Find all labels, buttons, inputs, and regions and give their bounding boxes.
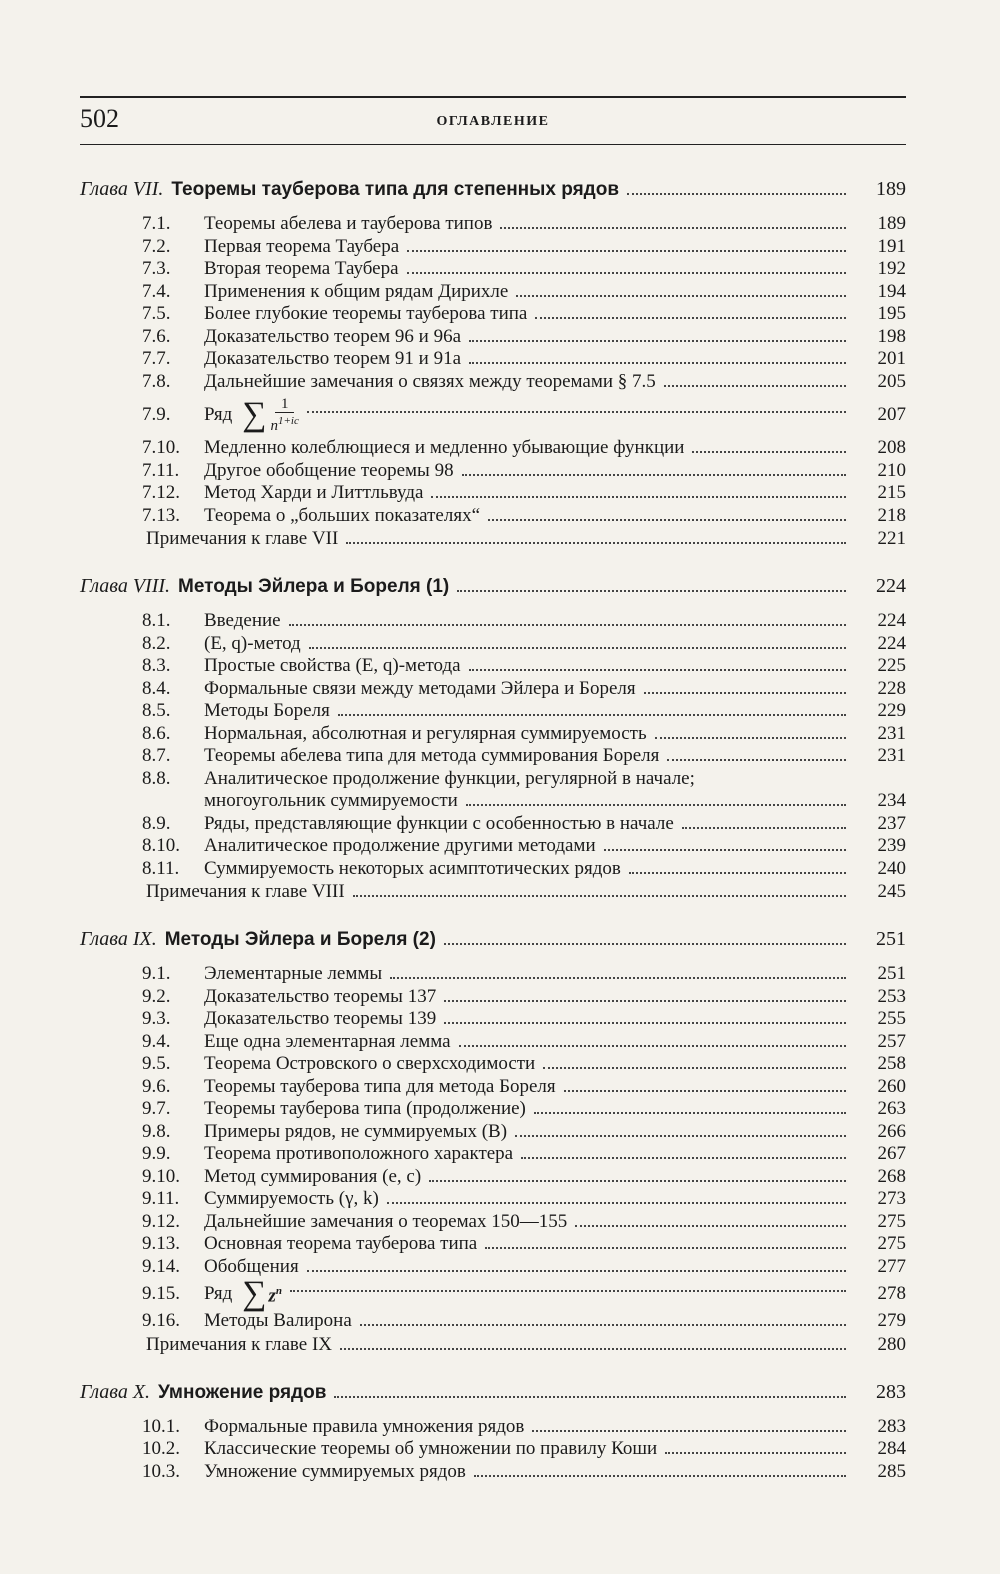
section-title: Умножение суммируемых рядов xyxy=(204,1460,466,1482)
leader-dots xyxy=(629,872,846,874)
section-entry[interactable] xyxy=(80,678,906,701)
section-entry[interactable] xyxy=(80,460,906,483)
section-number: 9.5. xyxy=(142,1053,171,1074)
leader-dots xyxy=(444,1000,846,1002)
section-page: 237 xyxy=(877,812,906,834)
chapter-page: 224 xyxy=(876,575,906,597)
section-title: Формальные правила умножения рядов xyxy=(204,1415,525,1437)
section-title: Классические теоремы об умножении по правилу Коши xyxy=(204,1438,658,1459)
section-number: 7.5. xyxy=(142,303,171,324)
section-title: Ряд xyxy=(204,403,233,425)
section-number: 7.1. xyxy=(142,213,171,234)
section-entry[interactable] xyxy=(80,723,906,746)
section-page: 192 xyxy=(877,258,906,279)
section-entry[interactable] xyxy=(80,700,906,723)
section-title: Теоремы абелева и тауберова типов xyxy=(204,213,493,234)
notes-page: 280 xyxy=(877,1333,906,1355)
leader-dots xyxy=(485,1247,846,1249)
section-title: (E, q)-метод xyxy=(204,632,301,654)
leader-dots xyxy=(309,647,846,649)
section-number: 7.12. xyxy=(142,482,180,503)
spacer xyxy=(80,203,906,213)
section-page: 251 xyxy=(877,963,906,984)
section-title: Формальные связи между методами Эйлера и Бореля xyxy=(204,677,636,699)
section-number: 7.13. xyxy=(142,504,180,526)
section-page: 224 xyxy=(877,610,906,631)
section-number: 7.4. xyxy=(142,280,171,302)
chapter-notes-entry[interactable] xyxy=(80,1333,906,1356)
leader-dots xyxy=(535,317,846,319)
section-page: 255 xyxy=(877,1008,906,1029)
section-page: 273 xyxy=(877,1188,906,1209)
section-page: 234 xyxy=(877,790,906,811)
section-entry[interactable] xyxy=(80,813,906,836)
section-title: Дальнейшие замечания о связях между теоремами § 7.5 xyxy=(204,370,656,392)
section-page: 229 xyxy=(877,700,906,721)
chapter-notes-entry[interactable] xyxy=(80,880,906,903)
section-entry[interactable] xyxy=(80,213,906,236)
leader-dots xyxy=(515,1135,846,1137)
leader-dots xyxy=(575,1225,846,1227)
section-entry-continued[interactable] xyxy=(80,790,906,813)
leader-dots xyxy=(290,1290,846,1292)
chapter-block xyxy=(80,925,906,1356)
section-title: Применения к общим рядам Дирихле xyxy=(204,280,509,302)
section-entry[interactable] xyxy=(80,482,906,505)
chapter-title: Умножение рядов xyxy=(158,1381,327,1403)
fraction-numerator: 1 xyxy=(275,396,295,413)
leader-dots xyxy=(429,1180,846,1182)
leader-dots xyxy=(459,1045,846,1047)
sum-symbol: ∑ xyxy=(242,1274,267,1312)
section-page: 240 xyxy=(877,857,906,879)
leader-dots xyxy=(444,943,846,945)
section-entry[interactable] xyxy=(80,835,906,858)
notes-page: 245 xyxy=(877,881,906,902)
leader-dots xyxy=(457,590,846,592)
section-entry[interactable] xyxy=(80,633,906,656)
section-entry[interactable] xyxy=(80,393,906,437)
section-number: 9.14. xyxy=(142,1255,180,1277)
section-page: 218 xyxy=(877,504,906,526)
section-page: 207 xyxy=(877,403,906,425)
section-number: 9.8. xyxy=(142,1120,171,1142)
section-page: 253 xyxy=(877,985,906,1007)
section-page: 239 xyxy=(877,835,906,856)
section-number: 9.7. xyxy=(142,1098,171,1119)
leader-dots xyxy=(387,1202,846,1204)
section-title: Теоремы тауберова типа (продолжение) xyxy=(204,1098,526,1119)
chapter-heading[interactable] xyxy=(80,572,906,600)
section-entry[interactable] xyxy=(80,1274,906,1312)
section-number: 7.11. xyxy=(142,459,180,481)
leader-dots xyxy=(466,804,846,806)
leader-dots xyxy=(334,1396,846,1398)
section-entry[interactable] xyxy=(80,1461,906,1484)
chapter-notes-entry[interactable] xyxy=(80,527,906,550)
section-title: Методы Валирона xyxy=(204,1310,352,1331)
notes-title: Примечания к главе IX xyxy=(146,1333,333,1355)
chapter-label: Глава VIII. xyxy=(80,575,171,597)
section-page: 266 xyxy=(877,1120,906,1142)
section-number: 9.9. xyxy=(142,1143,171,1164)
notes-title: Примечания к главе VIII xyxy=(146,881,345,902)
section-entry[interactable] xyxy=(80,1121,906,1144)
spacer xyxy=(80,1406,906,1416)
section-number: 9.16. xyxy=(142,1310,180,1331)
section-title: Элементарные леммы xyxy=(204,963,383,984)
section-number: 8.4. xyxy=(142,677,171,699)
chapter-label: Глава VII. xyxy=(80,178,164,200)
section-title: Суммируемость (γ, k) xyxy=(204,1188,379,1209)
leader-dots xyxy=(604,849,846,851)
leader-dots xyxy=(407,250,846,252)
section-page: 257 xyxy=(877,1030,906,1052)
section-number: 9.3. xyxy=(142,1008,171,1029)
section-number: 7.6. xyxy=(142,325,171,347)
chapter-label: Глава X. xyxy=(80,1380,151,1403)
leader-dots xyxy=(692,451,846,453)
leader-dots xyxy=(516,295,846,297)
section-page: 215 xyxy=(877,482,906,503)
section-number: 9.11. xyxy=(142,1188,180,1209)
section-page: 258 xyxy=(877,1053,906,1074)
chapter-page: 189 xyxy=(876,178,906,200)
section-number: 8.8. xyxy=(142,767,171,789)
page-number: 502 xyxy=(80,104,119,133)
section-page: 225 xyxy=(877,655,906,676)
section-page: 263 xyxy=(877,1098,906,1119)
section-entry[interactable] xyxy=(80,1031,906,1054)
section-entry[interactable] xyxy=(80,437,906,460)
section-number: 8.9. xyxy=(142,812,171,834)
leader-dots xyxy=(390,977,846,979)
section-entry[interactable] xyxy=(80,348,906,371)
section-number: 9.2. xyxy=(142,985,171,1007)
leader-dots xyxy=(444,1022,846,1024)
section-page: 285 xyxy=(877,1460,906,1482)
section-title: Теорема Островского о сверхсходимости xyxy=(204,1053,536,1074)
section-page: 205 xyxy=(877,370,906,392)
section-title: Теорема противоположного характера xyxy=(204,1143,514,1164)
leader-dots xyxy=(469,362,846,364)
section-page: 284 xyxy=(877,1438,906,1459)
section-title: Теорема о „больших показателях“ xyxy=(204,504,481,526)
section-number: 9.6. xyxy=(142,1075,171,1097)
section-page: 277 xyxy=(877,1255,906,1277)
section-number: 10.3. xyxy=(142,1460,180,1482)
section-title: Суммируемость некоторых асимптотических рядов xyxy=(204,857,621,879)
section-title-cont: многоугольник суммируемости xyxy=(204,790,458,811)
section-number: 7.9. xyxy=(142,403,171,425)
notes-title: Примечания к главе VII xyxy=(146,528,339,549)
section-page: 208 xyxy=(877,437,906,458)
running-title: ОГЛАВЛЕНИЕ xyxy=(436,114,550,129)
section-title: Нормальная, абсолютная и регулярная суммируемость xyxy=(204,722,647,744)
section-page: 275 xyxy=(877,1233,906,1254)
section-number: 7.10. xyxy=(142,437,180,458)
leader-dots xyxy=(488,519,846,521)
section-title: Доказательство теорем 96 и 96a xyxy=(204,325,462,347)
section-entry[interactable] xyxy=(80,1076,906,1099)
section-page: 228 xyxy=(877,677,906,699)
chapter-heading[interactable] xyxy=(80,925,906,953)
leader-dots xyxy=(353,895,846,897)
leader-dots xyxy=(521,1157,846,1159)
formula-base: $z^n$ xyxy=(268,1285,283,1307)
section-number: 8.11. xyxy=(142,857,180,879)
section-number: 9.12. xyxy=(142,1210,180,1232)
section-entry[interactable] xyxy=(80,1256,906,1279)
section-entry[interactable] xyxy=(80,1188,906,1211)
section-entry[interactable] xyxy=(80,1211,906,1234)
section-number: 9.15. xyxy=(142,1282,180,1304)
section-page: 189 xyxy=(877,213,906,234)
section-entry[interactable] xyxy=(80,768,906,791)
section-title: Обобщения xyxy=(204,1255,299,1277)
section-title: Метод суммирования (e, c) xyxy=(204,1165,422,1187)
exponent: 1+ic xyxy=(278,415,299,427)
section-entry[interactable] xyxy=(80,1053,906,1076)
section-entry[interactable] xyxy=(80,1143,906,1166)
section-title: Другое обобщение теоремы 98 xyxy=(204,459,454,481)
section-number: 7.2. xyxy=(142,235,171,257)
section-title: Ряд xyxy=(204,1282,233,1304)
leader-dots xyxy=(307,1270,846,1272)
leader-dots xyxy=(340,1348,846,1350)
leader-dots xyxy=(500,227,846,229)
section-entry[interactable] xyxy=(80,326,906,349)
leader-dots xyxy=(627,193,846,195)
section-title: Доказательство теорем 91 и 91a xyxy=(204,348,462,369)
section-number: 8.2. xyxy=(142,632,171,654)
section-title: Аналитическое продолжение функции, регулярной в начале; xyxy=(204,767,695,789)
leader-dots xyxy=(307,411,846,413)
leader-dots xyxy=(469,669,846,671)
fraction xyxy=(271,396,299,434)
section-entry[interactable] xyxy=(80,745,906,768)
chapter-heading[interactable] xyxy=(80,1378,906,1406)
spacer xyxy=(80,953,906,963)
chapter-block xyxy=(80,1378,906,1484)
section-number: 7.7. xyxy=(142,348,171,369)
section-entry[interactable] xyxy=(80,1438,906,1461)
chapter-page: 283 xyxy=(876,1380,906,1403)
chapter-block xyxy=(80,175,906,550)
section-entry[interactable] xyxy=(80,858,906,881)
section-entry[interactable] xyxy=(80,505,906,528)
section-page: 278 xyxy=(877,1282,906,1304)
exponent: n xyxy=(275,1285,283,1298)
leader-dots xyxy=(644,692,846,694)
notes-page: 221 xyxy=(877,528,906,549)
section-entry[interactable] xyxy=(80,1233,906,1256)
section-entry[interactable] xyxy=(80,1166,906,1189)
section-title: Дальнейшие замечания о теоремах 150—155 xyxy=(204,1210,568,1232)
fraction-denominator: $n^{1+ic}$ xyxy=(270,415,299,434)
leader-dots xyxy=(532,1430,846,1432)
section-page: 194 xyxy=(877,280,906,302)
section-number: 10.2. xyxy=(142,1438,180,1459)
section-number: 9.13. xyxy=(142,1233,180,1254)
chapter-title: Теоремы тауберова типа для степенных рядов xyxy=(171,179,620,200)
section-number: 8.7. xyxy=(142,745,171,766)
toc-page xyxy=(80,96,906,1483)
sum-symbol: ∑ xyxy=(242,396,267,433)
section-entry[interactable] xyxy=(80,963,906,986)
section-page: 279 xyxy=(877,1310,906,1331)
section-page: 267 xyxy=(877,1143,906,1164)
section-title: Доказательство теоремы 139 xyxy=(204,1008,437,1029)
leader-dots xyxy=(338,714,846,716)
section-title: Методы Бореля xyxy=(204,700,330,721)
leader-dots xyxy=(682,827,846,829)
chapter-title: Методы Эйлера и Бореля (2) xyxy=(164,929,436,950)
leader-dots xyxy=(469,340,846,342)
section-number: 8.1. xyxy=(142,610,171,631)
section-title: Вторая теорема Таубера xyxy=(204,258,399,279)
section-entry[interactable] xyxy=(80,303,906,326)
section-entry[interactable] xyxy=(80,1416,906,1439)
leader-dots xyxy=(534,1112,846,1114)
section-title: Введение xyxy=(204,610,281,631)
section-entry[interactable] xyxy=(80,258,906,281)
section-page: 283 xyxy=(877,1415,906,1437)
leader-dots xyxy=(564,1090,846,1092)
section-number: 8.3. xyxy=(142,655,171,676)
section-page: 195 xyxy=(877,303,906,324)
leader-dots xyxy=(474,1475,846,1477)
section-title: Основная теорема тауберова типа xyxy=(204,1233,478,1254)
section-number: 8.6. xyxy=(142,722,171,744)
section-entry[interactable] xyxy=(80,1310,906,1333)
chapter-label: Глава IX. xyxy=(80,928,157,950)
section-number: 9.4. xyxy=(142,1030,171,1052)
leader-dots xyxy=(543,1067,846,1069)
section-page: 198 xyxy=(877,325,906,347)
section-number: 8.5. xyxy=(142,700,171,721)
section-title: Первая теорема Таубера xyxy=(204,235,400,257)
section-page: 231 xyxy=(877,722,906,744)
leader-dots xyxy=(407,272,846,274)
section-title: Теоремы абелева типа для метода суммирования Бореля xyxy=(204,745,660,766)
section-title: Простые свойства (E, q)-метода xyxy=(204,655,461,676)
section-title: Аналитическое продолжение другими методами xyxy=(204,835,596,856)
section-number: 7.8. xyxy=(142,370,171,392)
section-page: 210 xyxy=(877,459,906,481)
section-number: 10.1. xyxy=(142,1415,180,1437)
series-formula xyxy=(242,396,299,434)
series-formula xyxy=(242,1274,283,1312)
section-page: 231 xyxy=(877,745,906,766)
section-title: Теоремы тауберова типа для метода Бореля xyxy=(204,1075,556,1097)
leader-dots xyxy=(431,496,846,498)
section-page: 268 xyxy=(877,1165,906,1187)
section-entry[interactable] xyxy=(80,281,906,304)
section-number: 8.10. xyxy=(142,835,180,856)
section-title: Более глубокие теоремы тауберова типа xyxy=(204,303,528,324)
chapter-heading[interactable] xyxy=(80,175,906,203)
section-entry[interactable] xyxy=(80,371,906,394)
section-page: 224 xyxy=(877,632,906,654)
chapter-block xyxy=(80,572,906,903)
leader-dots xyxy=(462,474,846,476)
section-page: 191 xyxy=(877,235,906,257)
page-header xyxy=(80,96,906,145)
section-entry[interactable] xyxy=(80,610,906,633)
section-entry[interactable] xyxy=(80,1098,906,1121)
leader-dots xyxy=(360,1324,846,1326)
section-title: Примеры рядов, не суммируемых (B) xyxy=(204,1120,508,1142)
section-number: 7.3. xyxy=(142,258,171,279)
section-title: Метод Харди и Литтльвуда xyxy=(204,482,424,503)
section-title: Ряды, представляющие функции с особенностью в начале xyxy=(204,812,674,834)
leader-dots xyxy=(346,542,846,544)
section-entry[interactable] xyxy=(80,655,906,678)
section-entry[interactable] xyxy=(80,1008,906,1031)
leader-dots xyxy=(664,385,846,387)
section-page: 260 xyxy=(877,1075,906,1097)
leader-dots xyxy=(289,624,846,626)
table-of-contents xyxy=(80,175,906,1483)
section-page: 275 xyxy=(877,1210,906,1232)
section-entry[interactable] xyxy=(80,236,906,259)
section-title: Медленно колеблющиеся и медленно убывающие функции xyxy=(204,437,685,458)
section-number: 9.1. xyxy=(142,963,171,984)
section-entry[interactable] xyxy=(80,986,906,1009)
leader-dots xyxy=(667,759,846,761)
leader-dots xyxy=(665,1452,846,1454)
chapter-title: Методы Эйлера и Бореля (1) xyxy=(178,576,450,597)
section-page: 201 xyxy=(877,348,906,369)
section-title: Еще одна элементарная лемма xyxy=(204,1030,451,1052)
leader-dots xyxy=(655,737,846,739)
section-title: Доказательство теоремы 137 xyxy=(204,985,437,1007)
section-number: 9.10. xyxy=(142,1165,180,1187)
spacer xyxy=(80,600,906,610)
chapter-page: 251 xyxy=(876,928,906,950)
